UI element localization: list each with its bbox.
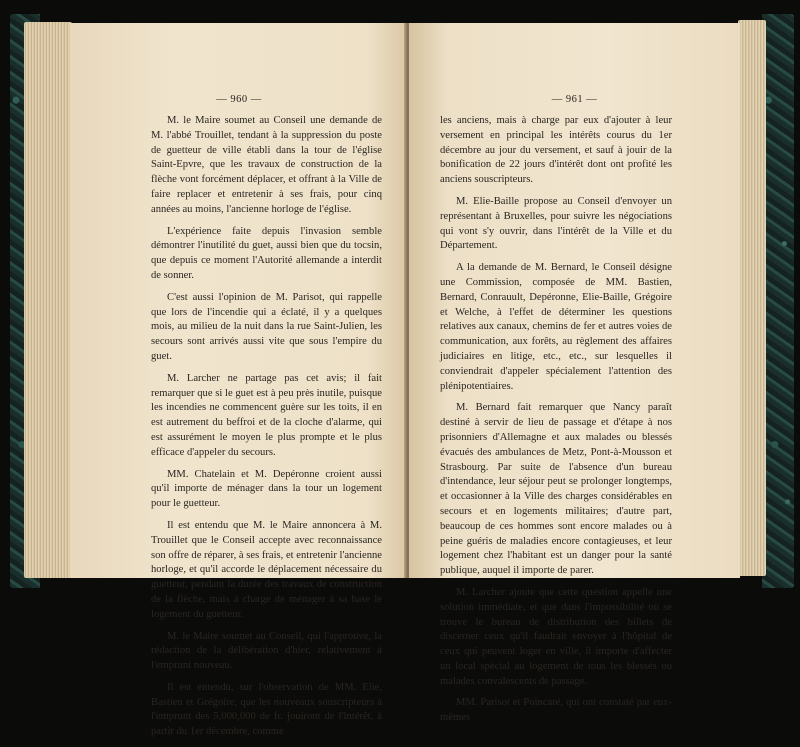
paragraph: M. Bernard fait remarquer que Nancy paraît destiné à servir de lieu de passage et d'étape à nos prisonniers d'Allemagne et aux malades ou blessés évacués des ambulances de Metz, Pont-à-Mousson et Strasbourg. Par suite de l'absence d'un bureau d'intendance, leur séjour peut se prolonger longtemps, et occasionner à la Ville des charges considérables en secours et en logements militaires; d'autre part, beaucoup de ces hommes sont encore malades ou à peine guéris de maladies encore contagieuses, et leur logement chez l'habitant est un danger pour la santé publique, auquel il importe de parer. xyxy=(440,402,672,577)
paragraph: M. Elie-Baille propose au Conseil d'envoyer un représentant à Bruxelles, pour suivre les négociations qui vont s'y ouvrir, dans l'intérêt de la Ville et du Département. xyxy=(440,195,672,252)
marbled-cover-right xyxy=(762,14,794,588)
page-text xyxy=(440,114,672,733)
paragraph: M. le Maire soumet au Conseil une demande de M. l'abbé Trouillet, tendant à la suppression du poste de guetteur de ville établi dans la tour de l'église Saint-Epvre, que les travaux de construction de la flèche vont forcément déplacer, et offrant à la Ville de faire replacer et entretenir à ses frais, pour cinq années au moins, l'ancienne horloge de l'église. xyxy=(151,115,382,215)
page-number: — 960 — xyxy=(216,94,262,105)
page-text xyxy=(151,114,382,747)
right-page xyxy=(409,23,740,724)
left-page xyxy=(70,23,408,738)
page-edges-left xyxy=(24,22,72,578)
paragraph: MM. Parisot et Poincaré, qui ont constaté par eux-mêmes xyxy=(440,697,672,724)
paragraph: MM. Chatelain et M. Depéronne croient aussi qu'il importe de ménager dans la tour un logement pour le guetteur. xyxy=(151,468,382,510)
paragraph: M. Larcher ne partage pas cet avis; il fait remarquer que si le guet est à peu près inutile, puisque les incendies ne commencent guère sur les toits, il en est autrement du beffroi et de la cloche d'alarme, qui est assurément le moyen le plus prompte et le plus efficace d'appeler du secours. xyxy=(151,372,382,458)
paragraph: M. le Maire soumet au Conseil, qui l'approuve, la rédaction de la délibération d'hier, relativement à l'emprunt nouveau. xyxy=(151,630,382,672)
page-number: — 961 — xyxy=(551,94,598,105)
page-edges-right xyxy=(738,20,766,576)
paragraph: C'est aussi l'opinion de M. Parisot, qui rappelle que lors de l'incendie qui a éclaté, il y a quelques mois, au milieu de la nuit dans la rue Saint-Julien, les secours sont arrivés aussi vite que sous l'empire du guet. xyxy=(151,291,382,362)
paragraph: les anciens, mais à charge par eux d'ajouter à leur versement en principal les intérêts courus du 1er décembre au jour du versement, et sauf à jouir de la bonification de 22 jours d'intérêt dont ont profité les anciens souscripteurs. xyxy=(440,115,672,186)
paragraph: Il est entendu, sur l'observation de MM. Elie, Bastien et Grégoire, que les nouveaux souscripteurs à l'emprunt des 5,000,000 de fr. jouiront de l'intérêt, à partir du 1er décembre, comme xyxy=(151,681,382,738)
paragraph: L'expérience faite depuis l'invasion semble démontrer l'inutilité du guet, aussi bien que du tocsin, que depuis ce moment l'Autorité allemande a interdit de sonner. xyxy=(151,225,382,281)
paragraph: Il est entendu que M. le Maire annoncera à M. Trouillet que le Conseil accepte avec reconnaissance son offre de réparer, à ses frais, et entretenir l'ancienne horloge, et qu'il accorde le déplacement nécessaire du guetteur, pendant la durée des travaux de construction de la flèche, mais à charge de ménager à sa base le logement du guetteur. xyxy=(151,519,382,620)
paragraph: M. Larcher ajoute que cette question appelle une solution immédiate, et que dans l'impossibilité où se trouve le bureau de distribution des billets de discerner ceux qu'il faudrait envoyer à l'hôpital de ceux qui peuvent loger en ville, il importe d'affecter un local spécial au logement de tous les blessés ou malades convalescents de passage. xyxy=(440,586,672,687)
paragraph: A la demande de M. Bernard, le Conseil désigne une Commission, composée de MM. Bastien, Bernard, Conrauult, Depéronne, Elie-Baille, Grégoire et Welche, à l'effet de déterminer les questions relatives aux canaux, chemins de fer et autres voies de communication, aux forêts, au règlement des affaires judiciaires en litige, etc., etc., sur lesquelles il conviendrait d'appeler spécialement l'attention des plénipotentiaires. xyxy=(440,262,672,392)
